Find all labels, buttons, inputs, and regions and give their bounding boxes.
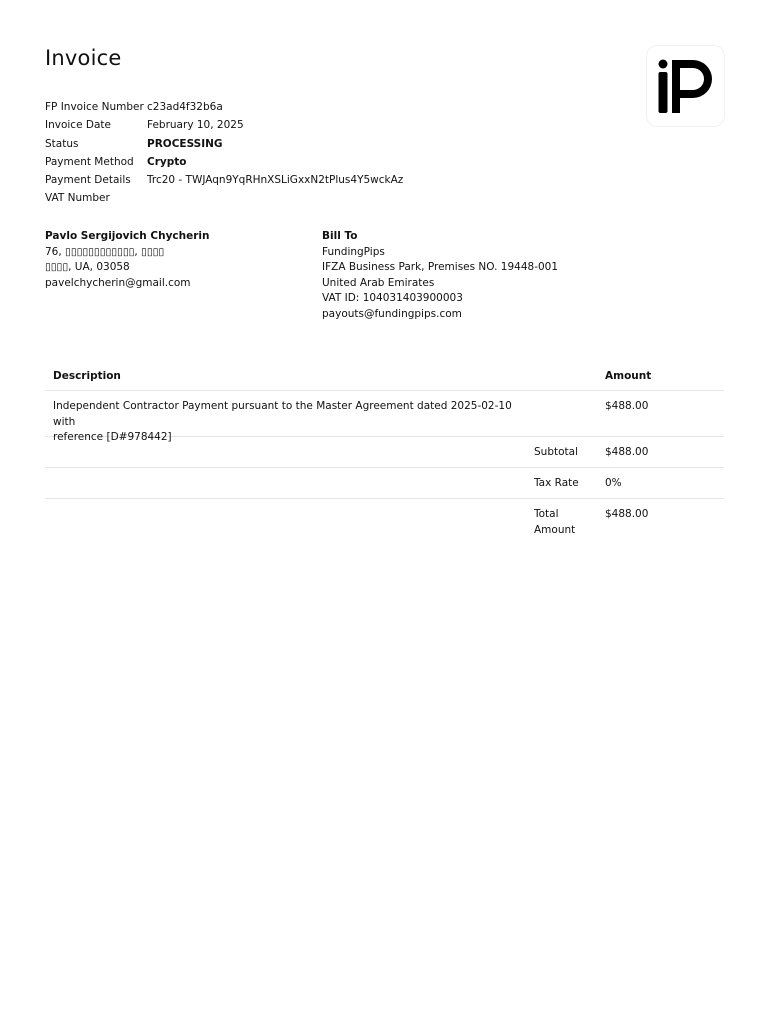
- subtotal-value: $488.00: [605, 446, 649, 458]
- subtotal-label: Subtotal: [534, 446, 578, 458]
- meta-row-invoice-date: [45, 116, 403, 134]
- description-line: reference [D#978442]: [53, 431, 172, 443]
- description-line: Independent Contractor Payment pursuant to the Master Agreement dated 2025-02-10 with: [53, 400, 512, 428]
- bill-to-heading: Bill To: [322, 230, 358, 242]
- meta-label: Status: [45, 137, 79, 150]
- invoice-date-value: February 10, 2025: [147, 119, 244, 132]
- line-item-description: [45, 399, 525, 443]
- description-column-header: Description: [53, 370, 121, 382]
- meta-row-payment-method: [45, 153, 403, 171]
- line-item-amount: $488.00: [605, 400, 649, 412]
- bill-to-name: FundingPips: [322, 245, 385, 258]
- fundingpips-logo-icon: [647, 46, 724, 126]
- total-label-line: Total: [534, 508, 559, 520]
- table-row: [45, 391, 724, 443]
- sender-address-line1: 76, ▯▯▯▯▯▯▯▯▯▯▯▯, ▯▯▯▯: [45, 245, 165, 258]
- spacer: [45, 507, 534, 538]
- bill-to-country: United Arab Emirates: [322, 276, 435, 289]
- bill-to-block: [322, 229, 558, 322]
- amount-column-header: Amount: [605, 370, 652, 382]
- bill-to-address: IFZA Business Park, Premises NO. 19448-001: [322, 261, 559, 273]
- tax-rate-row: [45, 468, 724, 499]
- invoice-number-value: c23ad4f32b6a: [147, 101, 223, 113]
- table-header: [45, 365, 724, 391]
- sender-email: pavelchycherin@gmail.com: [45, 276, 191, 289]
- meta-row-vat-number: [45, 189, 403, 207]
- meta-label: VAT Number: [45, 192, 110, 205]
- total-amount-value: $488.00: [605, 508, 649, 520]
- spacer: [525, 399, 605, 436]
- total-amount-label: [534, 507, 605, 538]
- meta-label: FP Invoice Number: [45, 101, 144, 113]
- sender-address-line2: ▯▯▯▯, UA, 03058: [45, 261, 130, 273]
- bill-to-email: payouts@fundingpips.com: [322, 307, 462, 320]
- spacer: [45, 445, 534, 467]
- line-items-table: [45, 365, 724, 538]
- tax-rate-value: 0%: [605, 477, 622, 489]
- sender-name: Pavlo Sergijovich Chycherin: [45, 230, 210, 242]
- tax-rate-label: Tax Rate: [534, 477, 579, 489]
- total-label-line: Amount: [534, 523, 576, 536]
- spacer: [45, 476, 534, 498]
- payment-method-value: Crypto: [147, 155, 187, 168]
- company-logo: [647, 46, 724, 126]
- from-address-block: [45, 229, 210, 291]
- meta-label: Payment Method: [45, 155, 134, 168]
- status-value: PROCESSING: [147, 137, 223, 150]
- meta-label: Payment Details: [45, 174, 131, 187]
- bill-to-vat: VAT ID: 104031403900003: [322, 292, 463, 304]
- meta-row-invoice-number: [45, 98, 403, 116]
- meta-row-status: [45, 135, 403, 153]
- invoice-meta: [45, 98, 403, 208]
- total-amount-row: [45, 499, 724, 538]
- page-title: Invoice: [45, 46, 122, 70]
- meta-label: Invoice Date: [45, 119, 111, 132]
- meta-row-payment-details: [45, 171, 403, 189]
- payment-details-value: Trc20 - TWJAqn9YqRHnXSLiGxxN2tPlus4Y5wckAz: [147, 174, 404, 187]
